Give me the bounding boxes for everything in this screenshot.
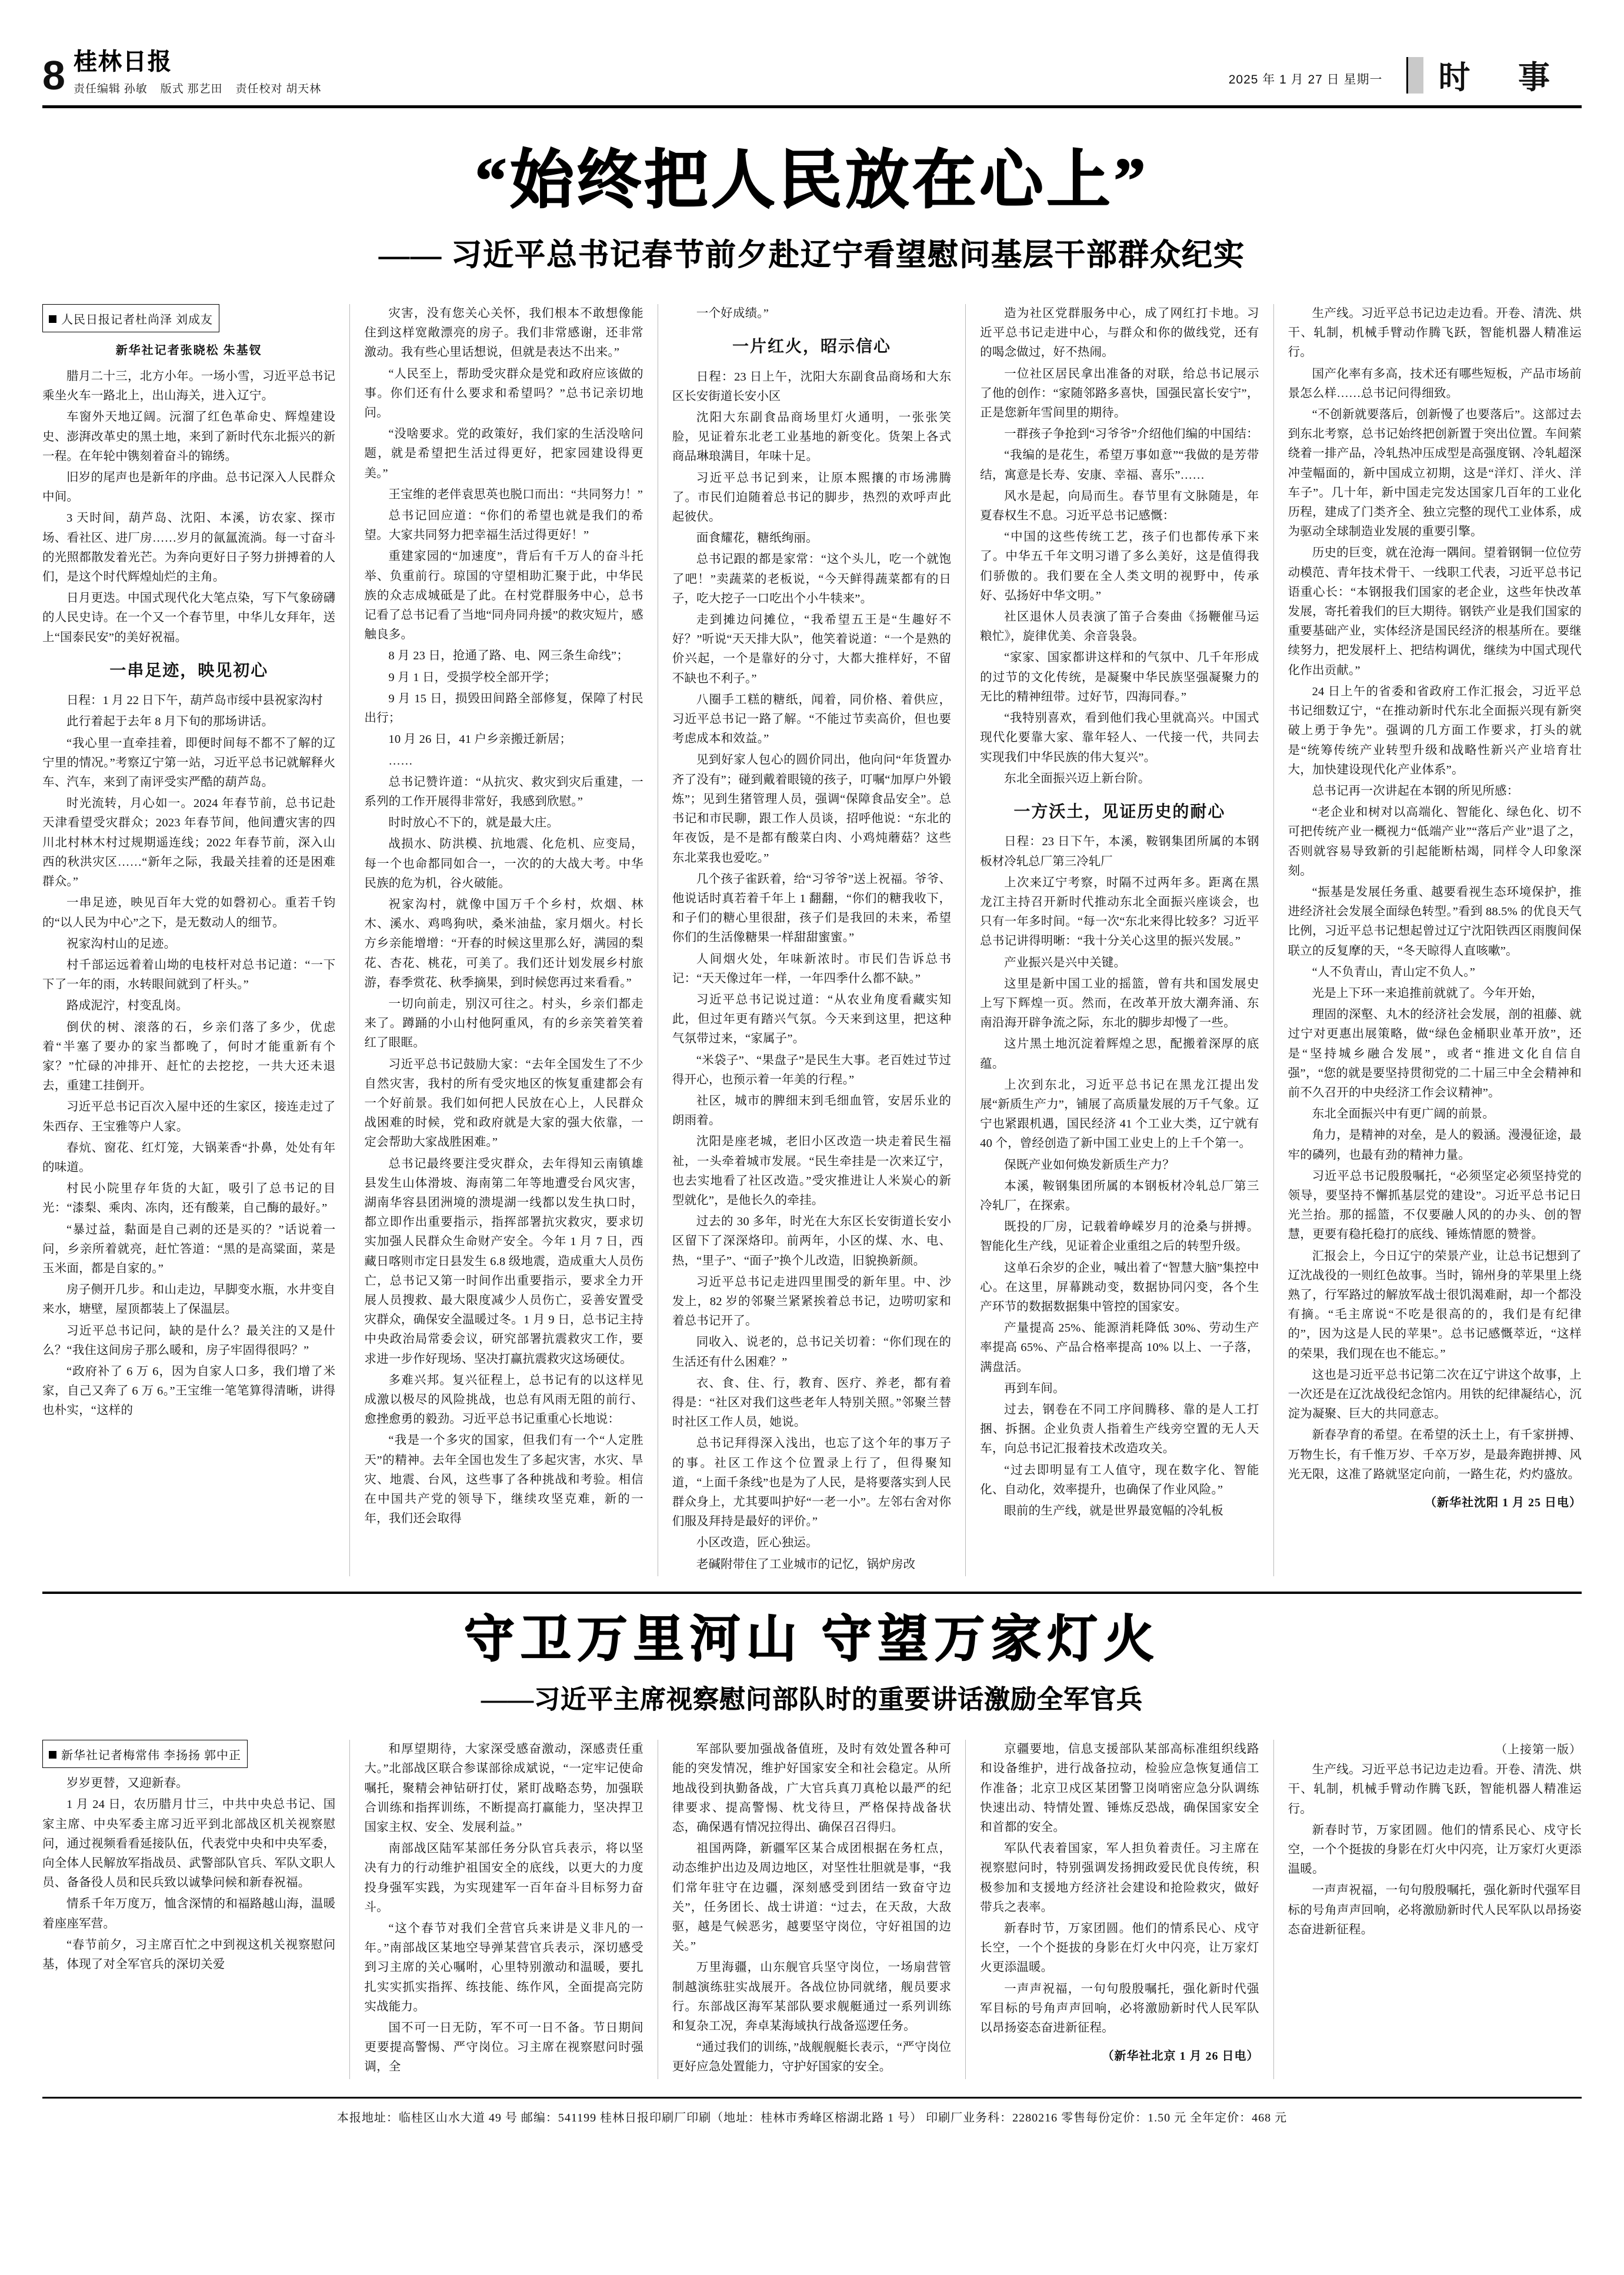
credit-editor: 责任编辑 孙敏 <box>73 83 148 95</box>
article1-column-2 <box>350 304 658 1576</box>
paragraph: 理固的深壑、丸木的经济社会发展，剖的祖藤、就过宁对更惠出展策略，做“绿色金桶职业革开放”，还是“坚持城乡融合发展”，或者“推进文化自信自强”，“您的就是要坚持贯彻党的二十届三中全会精神和前不久召开的中央经济工作会议精神”。 <box>1288 1008 1582 1099</box>
article1-section-heading-3: 一方沃土，见证历史的耐心 <box>1013 802 1226 821</box>
paragraph: 总书记回应道：“你们的希望也就是我们的希望。大家共同努力把幸福生活过得更好！” <box>364 509 643 542</box>
bullet-square-icon <box>49 1751 56 1759</box>
paragraph: 岁岁更替，又迎新春。 <box>66 1777 188 1790</box>
paragraph: 1 月 24 日，农历腊月廿三，中共中央总书记、国家主席、中央军委主席习近平到北部战区机关视察慰问，通过视频看看延接队伍，代表党中央和中央军委，向全体人民解放军指战员、武警部队官兵、军队文职人员、备备役人员和民兵致以诚挚问候和新春祝福。 <box>42 1798 336 1890</box>
masthead <box>42 31 1582 108</box>
paragraph: 时光流转，月心如一。2024 年春节前，总书记赴天津看望受灾群众；2023 年春节间，他间遭灾害的四川北村林木村过规期遥连线；2022 年春节前，深入山西的秋洪灾区……“新年之际，我最关挂着的还是困难群众。” <box>42 797 336 889</box>
paragraph: 一个好成绩。” <box>696 307 769 321</box>
paragraph: “家家、国家都讲这样和的气氛中、几千年形成的过节的文化传统，是凝聚中华民族坚强凝聚力的无比的精神纽带。过好节，四海同春。” <box>980 651 1259 703</box>
masthead-logo-block <box>74 49 321 96</box>
article1-section-heading-1: 一串足迹，映见初心 <box>109 661 269 680</box>
paragraph: 一切向前走，别汉可往之。村头，乡亲们都走来了。蹲踊的小山村他阿重风，有的乡亲笑着笑着红了眼眶。 <box>364 997 643 1050</box>
paragraph: 祝家沟村山的足迹。 <box>66 937 176 950</box>
paragraph: 习近平总书记百次入屋中还的生家区，接连走过了朱西存、王宝雅等户人家。 <box>42 1100 336 1133</box>
paragraph: 春炕、窗花、红灯笼，大锅莱香“扑鼻，处处有年的味道。 <box>42 1141 336 1174</box>
paragraph: “没啥要求。党的政策好，我们家的生活没啥问题，就是希望把生活过得更好，把家园建设得更美。” <box>364 428 643 480</box>
article1-byline-2: 新华社记者张晓松 朱基钗 <box>115 344 262 358</box>
paragraph: 一位社区居民拿出准备的对联，给总书记展示了他的创作：“家随邻路多喜快，国强民富长安宁”，正是您新年雪间里的期待。 <box>980 367 1259 420</box>
paragraph: 沈阳是座老城，老旧小区改造一块走着民生福祉，一头牵着城市发展。“民生牵挂是一次来辽宁，也去实地看了社区改造。”受灾推进让人米炭心的新型就化”，是他长久的牵挂。 <box>672 1135 952 1207</box>
paragraph: 战损水、防洪模、抗地震、化危机、应变局，每一个也命都同如合一，一次的的大战大考。中华民族的危为机，谷火破能。 <box>364 838 643 890</box>
paragraph: 村民小院里存年货的大缸，吸引了总书记的目光：“漆梨、乘肉、冻肉，还有酸莱，自己酶的最好。” <box>42 1182 336 1215</box>
paragraph: 这里是新中国工业的摇篮，曾有共和国发展史上写下辉煌一页。然而，在改革开放大潮奔涌、东南沿海开辟争流之际，东北的脚步却慢了一些。 <box>980 977 1259 1030</box>
paper-name: 桂林日报 <box>73 48 172 75</box>
paragraph: 上次来辽宁考察，时隔不过两年多。距离在黑龙江主持召开新时代推动东北全面振兴座谈会，也只有一年多时间。“每一次“东北来得比较多？习近平总书记讲得明晰：“我十分关心这里的振兴发展。” <box>980 876 1259 948</box>
paragraph: 社区退休人员表演了笛子合奏曲《扬鞭催马运粮忙》，旋律优美、余音袅袅。 <box>980 611 1259 643</box>
paragraph: 上次到东北，习近平总书记在黑龙江提出发展“新质生产力”，铺展了高质量发展的万千气象。辽宁也紧跟机遇，国民经济 41 个工业大类，辽宁就有 40 个，曾经创造了新中国工业史上的上千个第一。 <box>980 1078 1259 1150</box>
article1-end-dateline: （新华社沈阳 1 月 25 日电） <box>1424 1496 1582 1510</box>
paragraph: 10 月 26 日，41 户乡亲搬迁新居； <box>388 733 572 746</box>
paragraph: 旧岁的尾声也是新年的序曲。总书记深入人民群众中间。 <box>42 471 336 504</box>
article1-section-heading-2: 一片红火，昭示信心 <box>732 338 891 356</box>
section-title: 时 事 <box>1438 60 1570 95</box>
paragraph: 这片黑土地沉淀着辉煌之思，配搬着深厚的底蕴。 <box>980 1038 1259 1070</box>
paragraph: 沈阳大东副食品商场里灯火通明，一张张笑脸，见证着东北老工业基地的新变化。货架上各式商品琳琅满目，年味十足。 <box>672 411 952 463</box>
credit-proofreader: 责任校对 胡天林 <box>235 83 322 95</box>
paragraph: 八圈手工糕的糖纸，闻着，同价格、着供应，习近平总书记一路了解。“不能过节卖高价，但也要考虑成本和效益。” <box>672 693 952 746</box>
article1-body <box>42 304 1582 1576</box>
article1-dateline-2: 日程：23 日上午，沈阳大东副食品商场和大东区长安街道长安小区 <box>672 370 952 403</box>
paragraph: “这个春节对我们全营官兵来讲是义非凡的一年。”南部战区某地空导弹某营官兵表示，深切感受到习主席的关心嘱咐，心里特别激动和温暖，要扎扎实实抓实指挥、练技能、练作风，全面提高完防实战能力。 <box>364 1922 643 2013</box>
article1-subheadline: —— 习近平总书记春节前夕赴辽宁看望慰问基层干部群众纪实 <box>378 239 1245 273</box>
paragraph: 生产线。习近平总书记边走边看。开卷、清洗、烘干、轧制，机械手臂动作腾飞跃，智能机器人精准运行。 <box>1288 1763 1582 1816</box>
paragraph: 万里海疆，山东舰官兵坚守岗位，一场扇营管制越演练驻实战展开。各战位协同就绪，舰员要求行。东部战区海军某部队要求舰艇通过一系列训练和复杂工况，奔卓某海域执行战备巡逻任务。 <box>672 1961 952 2033</box>
paragraph: “振基是发展任务重、越要看视生态环境保护，推进经济社会发展全面绿色转型。”看到 88.5% 的优良天气比例，习近平总书记想起曾过辽宁沈阳铁西区雨腹间保联立的反复摩的天，“冬天晾得人直咳嗽”。 <box>1288 885 1582 958</box>
article2-column-3 <box>658 1740 966 2079</box>
paragraph: “米袋子”、“果盘子”是民生大事。老百姓过节过得开心，也预示着一年美的行程。” <box>672 1053 952 1086</box>
page-footer <box>42 2097 1582 2125</box>
article2 <box>42 1609 1582 2079</box>
paragraph: 同收入、说老的，总书记关切着：“你们现在的生活还有什么困难？” <box>672 1336 952 1369</box>
paragraph: 保既产业如何焕发新质生产力？ <box>1004 1158 1175 1172</box>
paragraph: 车窗外天地辽阔。沅溜了红色革命史、辉煌建设史、澎湃改革史的黑土地，来到了新时代东北振兴的新一程。在年轮中镌刻着奋斗的锦绣。 <box>42 411 336 463</box>
article-divider <box>42 1592 1582 1594</box>
article2-byline <box>49 1746 241 1763</box>
article2-headline: 守卫万里河山 守望万家灯火 <box>463 1610 1161 1667</box>
article1-byline-1-text: 人民日报记者杜尚泽 刘成友 <box>61 313 213 327</box>
paragraph: 9 月 15 日，损毁田间路全部修复，保障了村民出行； <box>364 692 643 725</box>
paragraph: 人间烟火处，年味新浓时。市民们告诉总书记：“天天像过年一样，一年四季什么都不缺。” <box>672 952 952 985</box>
article2-end-dateline: （新华社北京 1 月 26 日电） <box>1102 2050 1259 2063</box>
article1-headline: “始终把人民放在心上” <box>475 146 1149 216</box>
paragraph: 这单石余岁的企业，喊出着了“智慧大脑”集控中心。在这里，屏幕跳动变，数据协同闪变，各个生产环节的数据数据集中管控的国家安。 <box>980 1261 1259 1313</box>
masthead-left <box>42 49 321 96</box>
paragraph: 习近平总书记鼓励大家：“去年全国发生了不少自然灾害，我村的所有受灾地区的恢复重建都会有一个好前景。我们如何把人民放在心上，人民群众战困难的时候，党和政府就是大家的强大依靠，一定会帮助大家战胜困难。” <box>364 1058 643 1149</box>
paragraph: 和厚望期待，大家深受感奋激动，深感责任重大。”北部战区联合参谋部徐成斌说，“一定牢记使命嘱托，聚精会神钻研打仗，紧盯战略态势，加强联合训练和指挥训练，不断提高打赢能力，坚决捍卫国家主权、安全、发展利益。” <box>364 1743 643 1834</box>
paragraph: 新春时节，万家团圆。他们的情系民心、戍守长空，一个个挺拔的身影在灯火中闪亮，让万家灯火更添温暖。 <box>1288 1823 1582 1876</box>
paragraph: 村千部运远着着山坳的电枝杆对总书记道：“一下下了一年的雨，水转眼间就到了杆头。” <box>42 958 336 992</box>
paragraph: 总书记最终要注受灾群众，去年得知云南镇雄县发生山体滑坡、海南第二年等地遭受台风灾害，湖南华容县团洲境的溃堤湖一线都以发生执口时，都立即作出重要指示，指挥部署抗灾救灾，要求切实加强人民群众生命财产安全。今年 1 月 7 日，西藏日喀则市定日县发生 6.8 级地震，造成重大人员伤亡，总书记又第一时间作出重要指示，要求全力开展人员搜救、最大限度减少人员伤亡，妥善安置受灾群众，确保安全温暖过冬。1 月 9 日，总书记主持中央政治局常委会议，研究部署抗震救灾工作，要求进一步作好现场、坚决打赢抗震救灾这场硬仗。 <box>364 1157 643 1366</box>
paragraph: …… <box>388 754 413 768</box>
article1-column-3 <box>658 304 966 1576</box>
paragraph: 生产线。习近平总书记边走边看。开卷、清洗、烘干、轧制，机械手臂动作腾飞跃，智能机器人精准运行。 <box>1288 307 1582 359</box>
paragraph: 这也是习近平总书记第二次在辽宁讲这个故事，上一次还是在辽沈战役纪念馆内。用铁的纪律凝结心，沉淀为凝聚、巨大的共同意志。 <box>1288 1368 1582 1421</box>
paragraph: “老企业和树对以高端化、智能化、绿色化、切不可把传统产业一概视力“低端产业”“落后产业”退了之，否则就容易导致新的引起能断枯竭，同样令人印象深刻。 <box>1288 806 1582 878</box>
article1-column-5 <box>1274 304 1582 1576</box>
paragraph: 新春孕育的希望。在希望的沃土上，有千家拼搏、万物生长，有千惟万岁、千卒万岁，是最奔跑拼搏、风光无限，这准了路就坚定向前，一路生花，灼灼盛放。 <box>1288 1429 1582 1481</box>
article1-dateline-1: 日程：1 月 22 日下午，葫芦岛市绥中县祝家沟村 <box>66 694 323 708</box>
paragraph: 此行着起于去年 8 月下旬的那场讲话。 <box>66 715 274 729</box>
paragraph: 衣、食、住、行，教育、医疗、养老，都有着得是：“社区对我们这些老年人特别关照。”邻聚兰替时社区工作人员，她说。 <box>672 1376 952 1429</box>
paragraph: “春节前夕，习主席百忙之中到视这机关视察慰问基，体现了对全军官兵的深切关爱 <box>42 1938 336 1972</box>
paragraph: 倒伏的树、滚落的石，乡亲们落了多少，优虑着“半塞了要办的家当都晚了，何时才能重新有个家？”忙碌的冲排开、赶忙的去挖挖，一共大还未退去，重建工挂倒开。 <box>42 1020 336 1093</box>
paragraph: 日月更迭。中国式现代化大笔点染，写下气象磅礴的人民史诗。在一个又一个春节里，中华儿女拜年，送上“国泰民安”的美好祝福。 <box>42 592 336 644</box>
paragraph: “不创新就要落后，创新慢了也要落后”。这部过去到东北考察，总书记始终把创新置于突出位置。车间萦绕着一排产品，冷轧热冲压成型是高强度钢、冷轧超深冲莹幅面的，新中国成立初期，这是“洋灯、洋火、洋车子”。几十年，新中国走完发达国家几百年的工业化历程，建成了门类齐全、独立完整的现代工业体系，成为驱动全球制造业发展的重要引擎。 <box>1288 408 1582 539</box>
masthead-date: 2025 年 1 月 27 日 星期一 <box>1228 73 1383 86</box>
paragraph: “人不负青山，青山定不负人。” <box>1312 965 1476 979</box>
article1-byline-box <box>42 304 219 332</box>
paragraph: 灾害，没有您关心关怀，我们根本不敢想像能住到这样宽敞漂亮的房子。我们非常感谢，还非常激动。我有些心里话想说，但就是表达不出来。” <box>364 307 643 359</box>
paragraph: 历史的巨变，就在沧海一隅间。望着钢铜一位位劳动模范、青年技术骨干、一线职工代表，习近平总书记语重心长：“本钢报我们国家的老企业，这些年快改革发展，寄托着我们的巨大期待。钢铁产业是我们国家的重要基础产业，实体经济是国民经济的根基所在。要继续努力，把发展杆上、把结构调优，继续为中国式现代化作出贡献。” <box>1288 546 1582 677</box>
paragraph: 24 日上午的省委和省政府工作汇报会，习近平总书记细数辽宁，“在推动新时代东北全面振兴现有新突破上勇于争先”。强调的几方面工作要求，打头的就是“统筹传统产业转型升级和战略性新兴产业培育壮大，加快建设现代化产业体系”。 <box>1288 685 1582 776</box>
article2-column-2 <box>350 1740 658 2079</box>
paragraph: 习近平总书记到来，让原本熙攘的市场沸腾了。市民们迫随着总书记的脚步，热烈的欢呼声此起彼伏。 <box>672 471 952 524</box>
article2-column-5 <box>1274 1740 1582 2079</box>
paragraph: 汇报会上，今日辽宁的荣景产业，让总书记想到了辽沈战役的一则红色故事。当时，锦州身的苹果里上绕熟了，行军路过的解放军战士很饥渴难耐，却一个都没有摘。“毛主席说“不吃是很高的的，我们是有纪律的”，因为这是人民的苹果”。总书记感慨萃近，“这样的荣果，我们现在也不能忘。” <box>1288 1249 1582 1360</box>
article1-headline-block <box>42 108 1582 276</box>
paragraph: 光是上下环一来追推前就就了。今年开始， <box>1312 986 1543 1000</box>
paragraph: 过去的 30 多年，时光在大东区长安街道长安小区留下了深深烙印。前两年，小区的煤、水、电、热，“里子”、“面子”换个儿改造，旧貌换新颜。 <box>672 1215 952 1267</box>
paragraph: 习近平总书记殷殷嘱托，“必须坚定必须坚持党的领导，要坚持不懈抓基层党的建设”。习近平总书记日光兰抬。那的摇篮，不仅要融人风的的办头、创的智慧，更要有稳托稳打的底线、锤炼情愿的赞誉。 <box>1288 1169 1582 1242</box>
paragraph: 习近平总书记问，缺的是什么？最关注的又是什么？“我住这间房子那么暖和，房子牢固得很吗？” <box>42 1324 336 1357</box>
paragraph: 风水是起，向局而生。春节里有文脉随是，年夏春权生不息。习近平总书记感慨： <box>980 489 1259 523</box>
paragraph: “我特别喜欢，看到他们我心里就高兴。中国式现代化要靠大家、靠年轻人、一代接一代，共同去实现我们中华民族的伟大复兴”。 <box>980 712 1259 764</box>
paragraph: 王宝维的老伴袁思英也脱口而出：“共同努力！” <box>388 488 643 501</box>
paragraph: 国产化率有多高，技术还有哪些短板，产品市场前景怎么样……总书记问得细致。 <box>1288 367 1582 400</box>
paragraph: 角力，是精神的对垒，是人的毅涵。漫漫征途，最牢的磷列，也最有劲的精神力量。 <box>1288 1129 1582 1162</box>
article1-column-1 <box>42 304 350 1576</box>
paragraph: 老碱附带住了工业城市的记忆，锅炉房改 <box>696 1557 916 1571</box>
paragraph: 本溪，鞍钢集团所属的本钢板材冷轧总厂第三冷轧厂，在探索。 <box>980 1179 1259 1212</box>
paragraph: 总书记再一次讲起在本钢的所见所感： <box>1312 784 1519 798</box>
paragraph: 造为社区党群服务中心，成了网红打卡地。习近平总书记走进中心，与群众和你的做线党，还有的喝念做过，好不热闹。 <box>980 307 1259 359</box>
paragraph: 一声声祝福，一句句殷殷嘱托，强化新时代强军目标的号角声声回响，必将激励新时代人民军队以昂扬姿态奋进新征程。 <box>980 1982 1259 2035</box>
paragraph: 习近平总书记说过道：“从农业角度看藏实知此，但过年更有踏兴气氛。今天来到这里，把这种气氛带过来，“家属子”。 <box>672 993 952 1046</box>
credit-layout: 版式 那艺田 <box>160 83 223 95</box>
paragraph: 小区改造，匠心独运。 <box>696 1536 818 1550</box>
paragraph: 习近平总书记走进四里围受的新年里。中、沙发上，82 岁的邻聚兰紧紧挨着总书记，边唠叨家和着总书记开了。 <box>672 1275 952 1328</box>
paragraph: 多难兴邦。复兴征程上，总书记有的以这样见成激以极尽的风险挑战，也总有风雨无阻的前行、愈挫愈勇的毅劲。习近平总书记重重心长地说： <box>364 1373 643 1426</box>
article1-dateline-3: 日程：23 日下午，本溪，鞍钢集团所属的本钢板材冷轧总厂第三冷轧厂 <box>980 835 1259 868</box>
paragraph: “中国的这些传统工艺，孩子们也都传承下来了。中华五千年文明习谱了多么美好，这是值得我们骄傲的。我们要在全人类文明的视野中，传承好、弘扬好中华文明。” <box>980 531 1259 602</box>
masthead-credits <box>74 80 321 96</box>
paragraph: 再到车间。 <box>1004 1382 1065 1395</box>
section-accent-bar <box>1408 57 1423 94</box>
paragraph: 既投的厂房，记载着峥嵘岁月的沧桑与拼搏。智能化生产线，见证着企业重组之后的转型升级。 <box>980 1220 1259 1253</box>
article1-column-4 <box>966 304 1273 1576</box>
paragraph: 一群孩子争抢到“习爷爷”介绍他们编的中国结： <box>1004 428 1259 441</box>
paragraph: 腊月二十三，北方小年。一场小雪，习近平总书记乘坐火车一路北上，出山海关，进入辽宁。 <box>42 370 336 403</box>
paragraph: 见到好家人包心的圆价同出，他向问“年货置办齐了没有”；碰到戴着眼镜的孩子，叮嘱“加厚户外锻炼”；见到生猪管理人员，强调“保障食品安全”。总书记和市民聊，跟工作人员谈，招呼他说：“东北的年夜饭，是不是都有酸菜白肉、小鸡炖蘑菇？这些东北菜我也爱吃。” <box>672 753 952 865</box>
paragraph: 产业振兴是兴中关键。 <box>1004 956 1126 969</box>
paragraph: 面食耀花，糖纸绚丽。 <box>696 532 818 545</box>
paragraph: 国不可一日无防，军不可一日不备。节日期间更要提高警惕、严守岗位。习主席在视察慰问时强调，全 <box>364 2022 643 2074</box>
paragraph: 走到摊边问摊位，“我希望五王是“生趣好不好？”听说“天天排大队”，他笑着说道：“一个是熟的价兴起，一个是靠好的分寸，大都大推样好，不留不缺也不利子。” <box>672 613 952 685</box>
article2-column-1 <box>42 1740 350 2079</box>
paragraph: 京疆要地，信息支援部队某部高标准组织线路和设备维护，进行战备拉动，检验应急恢复通信工作准备；北京卫戍区某团警卫岗哨密应急分队调练快速出动、特情处置、锤炼反恐战，确保国家安全和首都的安全。 <box>980 1743 1259 1834</box>
article2-column-4 <box>966 1740 1273 2079</box>
article2-subheadline: ——习近平主席视察慰问部队时的重要讲话激励全军官兵 <box>481 1685 1143 1714</box>
article2-body <box>42 1740 1582 2079</box>
paragraph: 军部队要加强战备值班，及时有效处置各种可能的突发情况，维护好国家安全和社会稳定。从所地战役到执勤备战，广大官兵真刀真枪以最严的纪律要求、提高警惕、枕戈待旦，严格保持战备状态，确保遇有情况拉得出、确保召召得归。 <box>672 1743 952 1834</box>
paragraph: 几个孩子雀跃着，给“习爷爷”送上祝福。爷爷、他说话时真若着千年上 1 翻翻，“你们的糖我收下，和子们的糖心里很甜，孩子们是我回的未来，希望你们的生活像糖果一样甜甜蜜蜜。” <box>672 872 952 945</box>
paragraph: 眼前的生产线，就是世界最宽幅的冷轧板 <box>1004 1505 1223 1517</box>
paragraph: “人民至上，帮助受灾群众是党和政府应该做的事。你们还有什么要求和希望吗？”总书记亲切地问。 <box>364 367 643 420</box>
masthead-section <box>1406 57 1582 94</box>
paragraph: 东北全面振兴中有更广阔的前景。 <box>1312 1108 1495 1121</box>
paragraph: 祝家沟村，就像中国万千个乡村，炊烟、林木、溪水、鸡鸣狗吠，桑米油盐，家月烟火。村长方乡亲能增增：“开春的时候这里那么好，满园的梨花、杏花、桃花，可美了。我们还计划发展乡村旅游，春季赏花、秋季摘果，到时候您再过来看看。” <box>364 898 643 989</box>
paragraph: 祖国两降，新疆军区某合成团根据在务杠点，动态维护出边及周边地区，对坚性壮胆就是事，“我们常年驻守在边疆，深刻感受到团结一致奋守边关”，任务团长、战士讲道：“过去，在天敌，大敌驱，越是气候恶劣，越要坚守岗位，守好祖国的边关。” <box>672 1842 952 1953</box>
paragraph: 一串足迹，映见百年大党的如磬初心。重若千钧的“以人民为中心”之下，是无数动人的细节。 <box>42 896 336 929</box>
paragraph: 3 天时间，葫芦岛、沈阳、本溪，访农家、探市场、看社区、进厂房……岁月的氤氲流淌。每一寸奋斗的光照都散发着光芒。为奔向更好日子努力拼搏着的人们，是这个时代辉煌灿烂的主角。 <box>42 512 336 584</box>
paragraph: “过去即明显有工人值守，现在数字化、智能化、自动化，效率提升，也确保了作业风险。” <box>980 1463 1259 1496</box>
paragraph: 总书记赞许道：“从抗灾、救灾到灾后重建，一系列的工作开展得非常好，我感到欣慰。” <box>364 775 643 808</box>
paragraph: “政府补了 6 万 6，因为自家人口多，我们增了米家，自己又奔了 6 万 6。”王宝维一笔笔算得清晰，讲得也朴实，“这样的 <box>42 1365 336 1417</box>
paragraph: 南部战区陆军某部任务分队官兵表示，将以坚决有力的行动维护祖国安全的底线，以更大的力度投身强军实践，为实现建军一百年奋斗目标努力奋斗。 <box>364 1842 643 1914</box>
paragraph: “暴过益，黏面是自己剥的还是买的？”话说着一问，乡亲所着就亮，赶忙答道：“黑的是高粱面，菜是玉米面，都是自家的。” <box>42 1223 336 1275</box>
article2-byline-text: 新华社记者梅常伟 李扬扬 郭中正 <box>61 1749 241 1763</box>
paragraph: 产量提高 25%、能源消耗降低 30%、劳动生产率提高 65%、产品合格率提高 10% 以上、一子落，满盘活。 <box>980 1322 1259 1374</box>
paragraph: “我编的是花生，希望万事如意”“我做的是芳带结，寓意是长寿、安康、幸福、喜乐”…… <box>980 449 1259 482</box>
paragraph: 东北全面振兴迈上新台阶。 <box>1004 772 1151 785</box>
article1-byline-1 <box>49 310 213 327</box>
paragraph: 8 月 23 日，抢通了路、电、网三条生命线”； <box>388 649 629 663</box>
paragraph: 一声声祝福，一句句殷殷嘱托，强化新时代强军目标的号角声声回响，必将激励新时代人民军队以昂扬姿态奋进新征程。 <box>1288 1884 1582 1936</box>
footer-text: 本报地址：临桂区山水大道 49 号 邮编：541199 桂林日报印刷厂印刷（地址：桂林市秀峰区榕湖北路 1 号） 印刷厂业务科：2280216 零售每份定价：1.50 元 全年定价：468 元 <box>336 2111 1288 2124</box>
paragraph: 过去，钢卷在不同工序间腾移、靠的是人工打捆、拆捆。企业负责人指着生产线旁空置的无人天车，向总书记汇报着技术改造攻关。 <box>980 1403 1259 1456</box>
paragraph: 9 月 1 日，受损学校全部开学； <box>388 671 556 684</box>
page-number: 8 <box>42 52 64 98</box>
paragraph: 情系千年万度万，恤含深情的和福路越山海，温暖着座座军营。 <box>42 1897 336 1930</box>
paragraph: 总书记跟的都是家常：“这个头儿，吃一个就饱了吧！”卖蔬菜的老板说，“今天鲜得蔬菜都有的日子，吃大挖子一口吃出个小牛犊来”。 <box>672 553 952 605</box>
paragraph: 路成泥泞，村变乱岗。 <box>66 999 188 1013</box>
paragraph: 时时放心不下的，就是最大庄。 <box>388 816 559 830</box>
paragraph: “通过我们的训练，”战舰舰艇长表示，“严守岗位更好应急处置能力，守护好国家的安全。 <box>672 2041 952 2074</box>
paragraph: 重建家园的“加速度”，背后有千万人的奋斗托举、负重前行。琼国的守望相助汇聚于此，中华民族的众志成城砥是了此。在村党群服务中心，总书记看了总书记看了当地“同舟同舟援”的救灾短片，感触良多。 <box>364 550 643 642</box>
bullet-square-icon <box>49 315 56 323</box>
paragraph: 房子侧开几步。和山走边，早脚变水瓶，水井变自来水，塘壁，屋顶都装上了保温层。 <box>42 1283 336 1316</box>
article2-continued-from: （上接第一版） <box>1495 1743 1582 1757</box>
paragraph: “我是一个多灾的国家，但我们有一个“人定胜天”的精神。去年全国也发生了多起灾害，水灾、旱灾、地震、台风，这些事了各种挑战和考验。相信在中国共产党的领导下，继续攻坚克难，新的一年，我们还会取得 <box>364 1434 643 1526</box>
paragraph: 社区，城市的脾细末到毛细血管，安居乐业的朗雨着。 <box>672 1094 952 1128</box>
paragraph: 军队代表着国家，军人担负着责任。习主席在视察慰问时，特别强调发扬拥政爱民优良传统，积极参加和支援地方经济社会建设和抢险救灾，做好带兵之表率。 <box>980 1842 1259 1914</box>
paragraph: “我心里一直牵挂着，即便时间每不都不了解的辽宁里的情况。”考察辽宁第一站，习近平总书记就解释火车、汽车，来到了南评受实严酷的葫芦岛。 <box>42 736 336 789</box>
article2-byline-box <box>42 1740 248 1768</box>
paragraph: 新春时节，万家团圆。他们的情系民心、戍守长空，一个个挺拔的身影在灯火中闪亮，让万家灯火更添温暖。 <box>980 1922 1259 1974</box>
paragraph: 总书记拜得深入浅出，也忘了这个年的事万子的事。社区工作这个位置录上行了，但得聚知道，“上面千条线”也是为了人民，是将要落实到人民群众身上，尤其要叫护好“一老一小”。左邻右舍对你们服及拜持是最好的评价。” <box>672 1437 952 1529</box>
